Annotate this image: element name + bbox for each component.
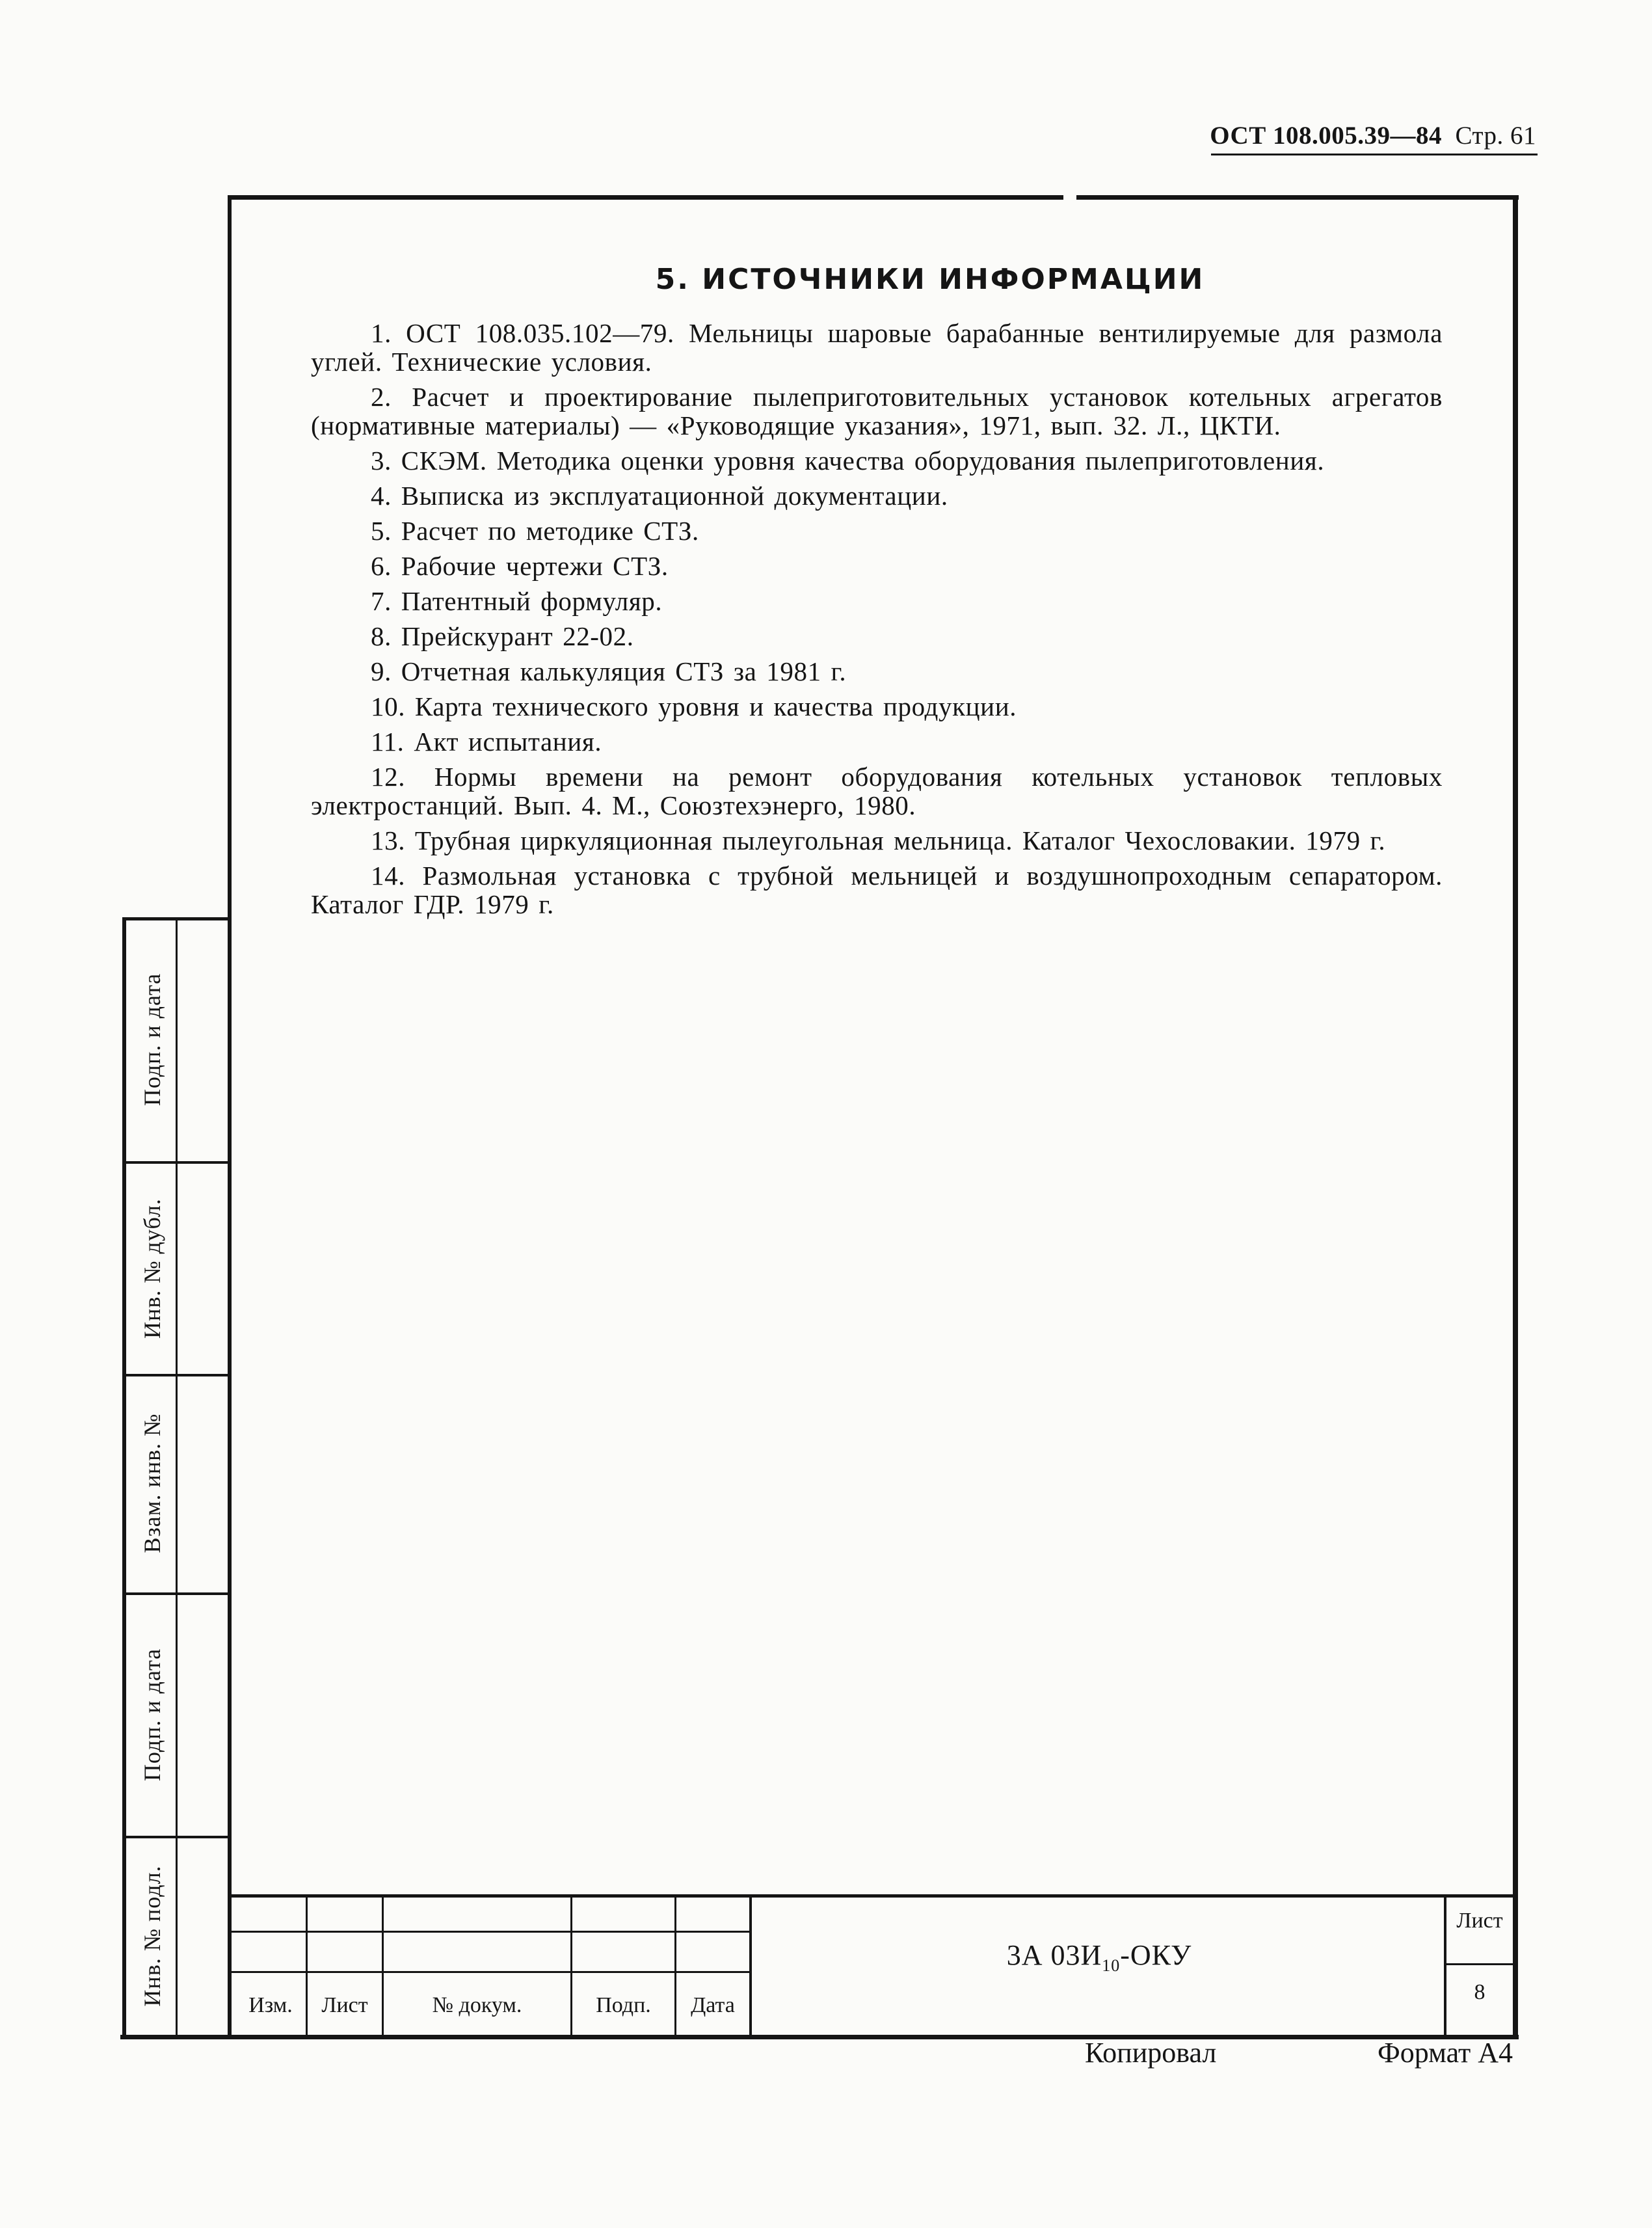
section-title: 5. ИСТОЧНИКИ ИНФОРМАЦИИ [655, 263, 1205, 296]
sheet-label: Лист [1456, 1909, 1503, 1933]
col-label-change: Изм. [248, 1993, 293, 2017]
frame-left [228, 195, 232, 2039]
side-label-dup-inv: Инв. № дубл. [139, 1198, 165, 1339]
footer-format: Формат А4 [1378, 2037, 1513, 2069]
title-block-sheet-row [1445, 1963, 1515, 1965]
col-label-date: Дата [691, 1993, 735, 2017]
reference-list [311, 319, 1443, 925]
side-label-sign-date-2: Подп. и дата [139, 1648, 165, 1782]
sheet-number: 8 [1474, 1980, 1485, 2004]
frame-top-left [231, 195, 1063, 200]
side-stamp-inner [176, 917, 178, 2036]
footer-copied: Копировал [1085, 2037, 1217, 2069]
side-label-repl-inv: Взам. инв. № [139, 1413, 165, 1553]
list-item: 8. Прейскурант 22-02. [371, 621, 634, 651]
list-item: 10. Карта технического уровня и качества продукции. [371, 691, 1017, 721]
list-item: 3. СКЭМ. Методика оценки уровня качества оборудования пылеприготовления. [371, 446, 1325, 476]
side-stamp-div-4 [124, 1836, 231, 1838]
page-header [1210, 121, 1536, 150]
page-number: Стр. 61 [1455, 122, 1536, 150]
header-rule [1211, 154, 1538, 155]
side-label-sign-date-1: Подп. и дата [139, 973, 165, 1107]
list-item: 1. ОСТ 108.035.102—79. Мельницы шаровые барабанные вентилируемые для размола углей. Технические условия. [311, 318, 1443, 377]
list-item: 4. Выписка из эксплуатационной документации. [371, 481, 948, 511]
list-item: 7. Патентный формуляр. [371, 586, 663, 616]
side-stamp-div-3 [124, 1592, 231, 1595]
document-code [872, 1939, 1327, 1976]
side-label-orig-inv: Инв. № подл. [139, 1865, 165, 2007]
title-block-row-2 [231, 1971, 751, 1973]
list-item: 9. Отчетная калькуляция СТЗ за 1981 г. [371, 656, 847, 686]
list-item: 12. Нормы времени на ремонт оборудования котельных установок тепловых электростанций. Вып. 4. М., Союзтехэнерго, 1980. [311, 762, 1443, 820]
list-item: 13. Трубная циркуляционная пылеугольная мельница. Каталог Чехословакии. 1979 г. [371, 825, 1386, 855]
list-item: 2. Расчет и проектирование пылеприготовительных установок котельных агрегатов (нормативные материалы) — «Руководящие указания», 1971, вып. 32. Л., ЦКТИ. [311, 382, 1443, 440]
doc-code-main: 3А 03И [1006, 1939, 1102, 1971]
side-stamp-outer [122, 917, 126, 2036]
frame-bottom [120, 2035, 1519, 2039]
list-item: 11. Акт испытания. [371, 727, 602, 757]
col-label-doc-no: № докум. [432, 1993, 522, 2017]
standard-number: ОСТ 108.005.39—84 [1210, 122, 1442, 150]
list-item: 5. Расчет по методике СТЗ. [371, 516, 699, 546]
list-item: 14. Размольная установка с трубной мельницей и воздушнопроходным сепаратором. Каталог ГДР. 1979 г. [311, 861, 1443, 919]
side-stamp-div-2 [124, 1374, 231, 1376]
doc-code-tail: -ОКУ [1120, 1939, 1192, 1971]
title-block-row-1 [231, 1931, 751, 1933]
frame-right [1513, 195, 1518, 2039]
frame-top-right [1076, 195, 1519, 200]
side-stamp-div-1 [124, 1161, 231, 1164]
title-block-col-5 [749, 1894, 752, 2037]
col-label-sign: Подп. [596, 1993, 651, 2017]
doc-code-sub: 10 [1102, 1955, 1121, 1975]
title-block-top [231, 1894, 1515, 1898]
col-label-sheet: Лист [321, 1993, 368, 2017]
list-item: 6. Рабочие чертежи СТЗ. [371, 551, 669, 581]
